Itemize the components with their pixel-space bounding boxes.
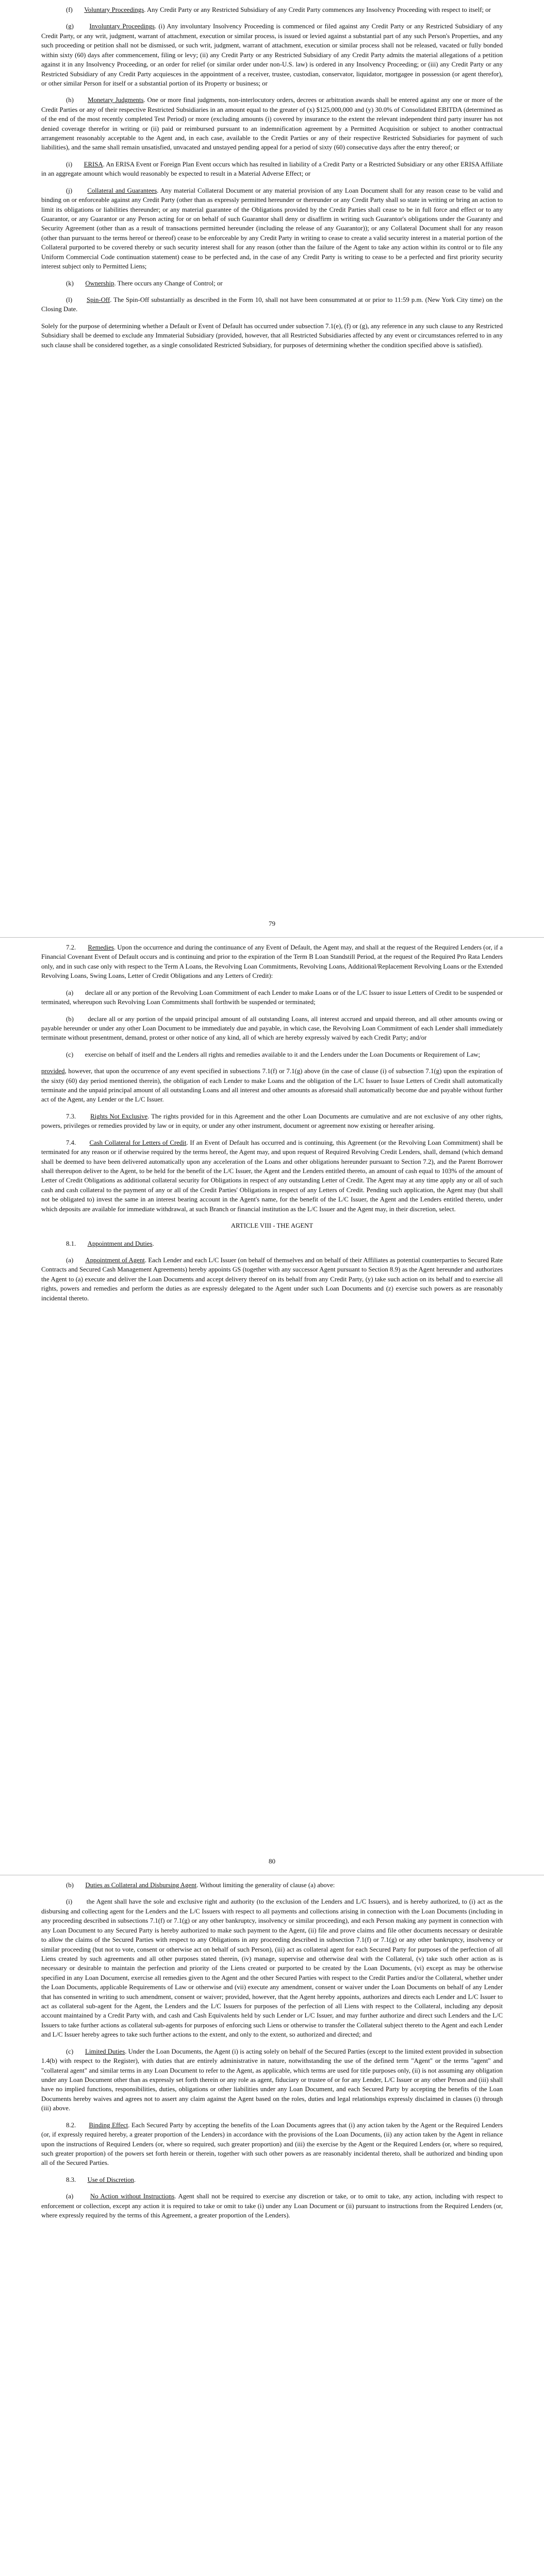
paragraph	[41, 321, 503, 350]
section-text: Solely for the purpose of determining whether a Default or Event of Default has occurred under subsection 7.1(e), (f) or (g), any reference in any such clause to any Restricted Subsidiary shall be deemed to exclude any Immaterial Subsidiary (provided, however, that all Restricted Subsidiaries affected by any event or circumstances referred to in any such clause shall be considered together, as a single consolidated Restricted Subsidiary, for purposes of determining whether the condition specified above is satisfied).	[41, 322, 503, 349]
paragraph	[41, 1112, 503, 1131]
section-text: . Any Credit Party or any Restricted Subsidiary of any Credit Party commences any Insolvency Proceeding with respect to itself; or	[144, 6, 491, 13]
section-title: Binding Effect	[89, 2121, 128, 2129]
section-text: . Under the Loan Documents, the Agent (i) is acting solely on behalf of the Secured Parties (except to the limited extent provided in subsection 1.4(b) with respect to the Register), with duties that are entirely administrative in nature, notwithstanding the use of the defined term "Agent" or the terms "agent" and "collateral agent" and similar terms in any Loan Document to refer to the Agent, as applicable, which terms are used for title purposes only, (ii) is not assuming any obligation under any Loan Document other than as expressly set forth therein or any role as agent, fiduciary or trustee of or for any Lender, L/C Issuer or any other Person and (iii) shall have no implied functions, responsibilities, duties, obligations or other liabilities under any Loan Document, and each Secured Party by accepting the benefits of the Loan Documents hereby waives and agrees not to assert any claim against the Agent based on the roles, duties and legal relationships expressly disclaimed in clauses (i) through (iii) above.	[41, 2047, 503, 2112]
section-label: (h)	[66, 96, 74, 104]
section-text: . Each Secured Party by accepting the benefits of the Loan Documents agrees that (i) any action taken by the Agent or the Required Lenders (or, if expressly required hereby, a greater proportion of the Lenders) in accordance with the provisions of the Loan Documents, (ii) any action taken by the Agent in reliance upon the instructions of Required Lenders (or, where so required, such greater proportion) and (iii) the exercise by the Agent or the Required Lenders (or, where so required, such greater proportion) of the powers set forth herein or therein, together with such other powers as are reasonably incidental thereto, shall be authorized and binding upon all of the Secured Parties.	[41, 2121, 503, 2167]
section-text: declare all or any portion of the unpaid principal amount of all outstanding Loans, all interest accrued and unpaid thereon, and all other amounts owing or payable hereunder or under any other Loan Document to be immediately due and payable, in which case, the Revolving Loan Commitment of each Lender shall immediately terminate without presentment, demand, protest or other notice of any kind, all of which are hereby expressly waived by each Credit Party; and/or	[41, 1015, 503, 1042]
section-text: . One or more final judgments, non-interlocutory orders, decrees or arbitration awards shall be entered against any one or more of the Credit Parties or any of their respective Restricted Subsidiaries in an amount equal to the greater of (x) $125,000,000 and (y) 30.0% of Consolidated EBITDA (determined as of the end of the most recently completed Test Period) or more (excluding amounts (i) covered by insurance to the extent the relevant independent third party insurer has not denied coverage therefor in writing or (ii) paid or reimbursed pursuant to an indemnification agreement by a Permitted Acquisition or subject to another contractual arrangement reasonably acceptable to the Agent and, in each case, available to the Credit Parties or any of their respective Restricted Subsidiaries for payment of such liabilities), and the same shall remain unsatisfied, unvacated and unstayed pending appeal for a period of sixty (60) consecutive days after the entry thereof; or	[41, 96, 503, 151]
paragraph	[41, 186, 503, 272]
section-label: (b)	[66, 1882, 74, 1889]
section-title: Appointment and Duties	[87, 1240, 153, 1247]
section-label: (f)	[66, 6, 73, 13]
section-text: . The Spin-Off substantially as described in the Form 10, shall not have been consummated at or prior to 11:59 p.m. (New York City time) on the Closing Date.	[41, 296, 503, 313]
paragraph	[41, 279, 503, 288]
section-title: Duties as Collateral and Disbursing Agent	[85, 1882, 197, 1889]
paragraph	[41, 943, 503, 981]
section-label: 8.1.	[66, 1240, 76, 1247]
section-text: . The rights provided for in this Agreement and the other Loan Documents are cumulative and are not exclusive of any other rights, powers, privileges or remedies provided by law or in equity, or under any other instrument, document or agreement now existing or hereafter arising.	[41, 1112, 503, 1130]
section-title: provided	[41, 1067, 65, 1075]
paragraph	[41, 2192, 503, 2220]
section-title: No Action without Instructions	[90, 2193, 175, 2200]
section-title: Rights Not Exclusive	[90, 1112, 148, 1120]
paragraph	[41, 22, 503, 88]
paragraph	[41, 295, 503, 314]
section-label: (i)	[66, 1898, 73, 1906]
section-title: Use of Discretion	[87, 2176, 134, 2183]
document-page	[0, 0, 544, 938]
section-label: (l)	[66, 296, 73, 303]
section-label: (k)	[66, 279, 74, 287]
section-text: , however, that upon the occurrence of any event specified in subsections 7.1(f) or 7.1(g) above (in the case of clause (i) of subsection 7.1(g) upon the expiration of the sixty (60) day period mentioned therein), the obligation of each Lender to make Loans and the obligation of the L/C Issuer to Issue Letters of Credit shall automatically terminate and the unpaid principal amount of all outstanding Loans and all interest and other amounts as aforesaid shall automatically become due and payable without further act of the Agent, any Lender or the L/C Issuer.	[41, 1067, 503, 1104]
document-page	[0, 1875, 544, 2576]
paragraph	[41, 1880, 503, 1890]
section-text: . (i) Any involuntary Insolvency Proceeding is commenced or filed against any Credit Party or any Restricted Subsidiary of any Credit Party, or any writ, judgment, warrant of attachment, execution or similar process, is issued or levied against a substantial part of any such Person's Properties, and any such proceeding or petition shall not be dismissed, or such writ, judgment, warrant of attachment, execution or similar process shall not be released, vacated or fully bonded within sixty (60) days after commencement, filing or levy; (ii) any Credit Party or any Restricted Subsidiary of any Credit Party admits the material allegations of a petition against it in any Insolvency Proceeding, or an order for relief (or similar order under non-U.S. law) is ordered in any Insolvency Proceeding; or (iii) any Credit Party or any Restricted Subsidiary of any Credit Party acquiesces in the appointment of a receiver, trustee, custodian, conservator, liquidator, mortgagee in possession (or agent therefor), or other similar Person for itself or a substantial portion of its Property or business; or	[41, 23, 503, 87]
section-title: Appointment of Agent	[85, 1256, 145, 1264]
paragraph	[41, 988, 503, 1007]
section-label: (a)	[66, 1256, 74, 1264]
section-label: (a)	[66, 989, 74, 996]
section-label: 8.3.	[66, 2176, 76, 2183]
paragraph	[41, 2047, 503, 2113]
section-label: 7.3.	[66, 1112, 76, 1120]
paragraph	[41, 1066, 503, 1105]
paragraph	[41, 1050, 503, 1059]
paragraph	[41, 1239, 503, 1248]
paragraph	[41, 1256, 503, 1303]
section-label: (c)	[66, 2047, 74, 2055]
section-title: Monetary Judgments	[88, 96, 144, 104]
section-label: (a)	[66, 2193, 74, 2200]
section-label: (i)	[66, 160, 73, 168]
section-title: Involuntary Proceedings	[89, 23, 155, 30]
section-label: (j)	[66, 187, 73, 194]
section-text: . An ERISA Event or Foreign Plan Event occurs which has resulted in liability of a Credit Party or a Restricted Subsidiary or any other ERISA Affiliate in an aggregate amount which would reasonably be expected to result in a Material Adverse Effect; or	[41, 160, 503, 178]
section-title: Voluntary Proceedings	[84, 6, 144, 13]
paragraph	[41, 1014, 503, 1043]
section-label: (b)	[66, 1015, 74, 1023]
section-text: . Agent shall not be required to exercise any discretion or take, or to omit to take, any action, including with respect to enforcement or collection, except any action it is required to take or omit to take (i) under any Loan Document or (ii) pursuant to instructions from the Required Lenders (or, where expressly required by the terms of this Agreement, a greater proportion of the Lenders).	[41, 2193, 503, 2219]
section-title: Cash Collateral for Letters of Credit	[89, 1139, 187, 1146]
section-label: (c)	[66, 1050, 74, 1058]
section-text: the Agent shall have the sole and exclusive right and authority (to the exclusion of the Lenders and L/C Issuers), and is hereby authorized, to (i) act as the disbursing and collecting agent for the Lenders and the L/C Issuers with respect to all payments and collections arising in connection with the Loan Documents (including in any proceeding described in subsections 7.1(f) or 7.1(g) or any other bankruptcy, insolvency or similar proceeding), and each Person making any payment in connection with any Loan Document to any Secured Party is hereby authorized to make such payment to the Agent, (ii) file and prove claims and file other documents necessary or desirable to allow the claims of the Secured Parties with respect to any Obligations in any proceeding described in subsection 7.1(f) or 7.1(g) or any other bankruptcy, insolvency or similar proceeding (but not to vote, consent or otherwise act on behalf of such Person), (iii) act as collateral agent for each Secured Party for purposes of the perfection of all Liens created by such agreements and all other purposes stated therein, (iv) manage, supervise and otherwise deal with the Collateral, (v) take such other action as is necessary or desirable to maintain the perfection and priority of the Liens created or purported to be created by the Loan Documents, (vi) except as may be otherwise specified in any Loan Document, exercise all remedies given to the Agent and the other Secured Parties with respect to the Credit Parties and/or the Collateral, whether under the Loan Documents, applicable Requirements of Law or otherwise and (vii) execute any amendment, consent or waiver under the Loan Documents on behalf of any Lender that has consented in writing to such amendment, consent or waiver; provided, however, that the Agent hereby appoints, authorizes and directs each Lender and L/C Issuer to act as collateral sub-agent for the Agent, the Lenders and the L/C Issuers for purposes of the perfection of all Liens with respect to the Collateral, including any deposit account maintained by a Credit Party with, and cash and Cash Equivalents held by such Lender or L/C Issuer, and may further authorize and direct such Lenders and the L/C Issuers to take further actions as collateral sub-agents for purposes of enforcing such Liens or otherwise to transfer the Collateral subject thereto to the Agent and each Lender and L/C Issuer hereby agrees to take such further actions to the extent, and only to the extent, so authorized and directed; and	[41, 1898, 503, 2039]
paragraph	[41, 160, 503, 179]
document-page	[0, 938, 544, 1875]
section-text: .	[134, 2176, 136, 2183]
section-title: Spin-Off	[86, 296, 110, 303]
paragraph	[41, 95, 503, 152]
paragraph	[41, 2121, 503, 2168]
paragraph	[41, 2175, 503, 2184]
section-label: 7.4.	[66, 1139, 76, 1146]
section-title: Limited Duties	[85, 2047, 125, 2055]
section-title: Remedies	[88, 944, 114, 951]
section-text: . If an Event of Default has occurred and is continuing, this Agreement (or the Revolving Loan Commitment) shall be terminated for any reason or if otherwise required by the terms hereof, the Agent may, and upon request of Required Revolving Credit Lenders, shall, demand (which demand shall be deemed to have been delivered automatically upon any acceleration of the Loans and other obligations hereunder pursuant to Section 7.2), and the Parent Borrower shall thereupon deliver to the Agent, to be held for the benefit of the L/C Issuer, the Agent and the Lenders entitled thereto, an amount of cash equal to 103% of the amount of Letter of Credit Obligations as additional collateral security for Obligations in respect of any outstanding Letter of Credit. The Agent may at any time apply any or all of such cash and cash collateral to the payment of any or all of the Credit Parties' Obligations in respect of any Letters of Credit. Pending such application, the Agent may (but shall not be obligated to) invest the same in an interest bearing account in the Agent's name, for the benefit of the L/C Issuer, the Agent and the Lenders entitled thereto, under which deposits are available for immediate withdrawal, at such Branch or financial institution as the L/C Issuer and the Agent may, in their discretion, select.	[41, 1139, 503, 1213]
section-text: . Without limiting the generality of clause (a) above:	[196, 1882, 335, 1889]
section-text: exercise on behalf of itself and the Lenders all rights and remedies available to it and the Lenders under the Loan Documents or Requirement of Law;	[85, 1050, 481, 1058]
section-text: . There occurs any Change of Control; or	[114, 279, 223, 287]
section-title: Collateral and Guarantees	[87, 187, 157, 194]
page-number: 80	[269, 1857, 275, 1865]
paragraph	[41, 1138, 503, 1214]
article-heading: ARTICLE VIII - THE AGENT	[230, 1222, 314, 1230]
section-label: 8.2.	[66, 2121, 76, 2129]
paragraph	[41, 1897, 503, 2039]
section-title: ERISA	[84, 160, 103, 168]
section-text: .	[152, 1240, 154, 1247]
section-text: . Any material Collateral Document or any material provision of any Loan Document shall for any reason cease to be valid and binding on or enforceable against any Credit Party (other than as expressly permitted hereunder or thereunder or any Credit Party shall so state in writing or bring an action to limit its obligations or liabilities thereunder; or any material guarantee of the Obligations provided by the Credit Parties shall cease to be in full force and effect or to any Guarantor, or any Guarantor or any Person acting for or on behalf of such Guarantor shall deny or disaffirm in writing such Guarantor's obligations under the Guaranty and Security Agreement (other than as a result of transactions permitted hereunder (including the release of any Guarantor)); or any Collateral Document shall for any reason (other than pursuant to the terms hereof or thereof) cease to be enforceable by any Credit Party in writing to cease to create a valid security interest in a material portion of the Collateral purported to be covered thereby or such security interest shall for any reason (other than the failure of the Agent to take any action within its control or to file any Uniform Commercial Code continuation statement) cease to be perfected and, in the case of any Credit Party is writing to cease to be a perfected and first priority security interest subject only to Permitted Liens;	[41, 187, 503, 270]
section-text: declare all or any portion of the Revolving Loan Commitment of each Lender to make Loans or of the L/C Issuer to issue Letters of Credit to be suspended or terminated, whereupon such Revolving Loan Commitments shall forthwith be suspended or terminated;	[41, 989, 503, 1006]
section-title: Ownership	[85, 279, 114, 287]
section-label: (g)	[66, 23, 74, 30]
paragraph	[41, 5, 503, 14]
section-label: 7.2.	[66, 944, 76, 951]
page-number: 79	[269, 920, 275, 927]
section-text: . Each Lender and each L/C Issuer (on behalf of themselves and on behalf of their Affiliates as potential counterparties to Secured Rate Contracts and Secured Cash Management Agreements) hereby appoints GS (together with any successor Agent pursuant to Section 8.9) as the Agent hereunder and authorizes the Agent to (a) execute and deliver the Loan Documents and accept delivery thereof on its behalf from any Credit Party, (y) take such action on its behalf and to exercise all rights, powers and remedies and perform the duties as are expressly delegated to the Agent under such Loan Documents and (z) exercise such powers as are reasonably incidental thereto.	[41, 1256, 503, 1302]
section-text: . Upon the occurrence and during the continuance of any Event of Default, the Agent may, and shall at the request of the Required Lenders (or, if a Financial Covenant Event of Default occurs and is continuing and prior to the expiration of the Term B Loan Standstill Period, at the request of the Required Pro Rata Lenders only, and in such case only with respect to the Term A Loans, the Revolving Loan Commitments, Revolving Loans, Additional/Replacement Revolving Loans or the Extended Revolving Loans, Swing Loans, Letter of Credit Obligations and any Letters of Credit):	[41, 944, 503, 980]
